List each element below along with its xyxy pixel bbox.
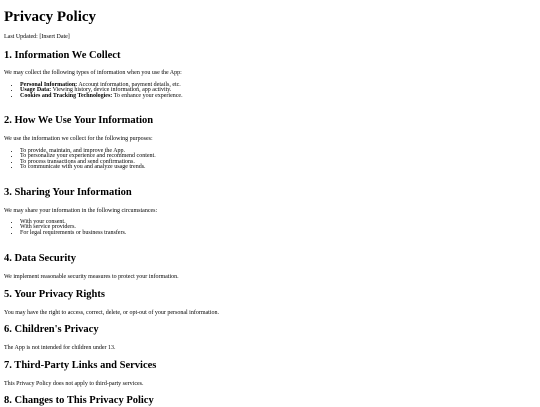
section-how-we-use (4, 115, 534, 170)
list-item (20, 94, 534, 99)
section-text: This Privacy Policy does not apply to third-party services. (4, 381, 144, 387)
section-data-security (4, 253, 534, 281)
section-heading: 5. Your Privacy Rights (4, 289, 105, 300)
section-information-we-collect (4, 50, 534, 99)
section-text: We may share your information in the following circumstances: (4, 208, 158, 214)
list-item: • For legal requirements or business transfers. (20, 231, 534, 236)
list-item: • With your consent. (20, 220, 534, 225)
list-item-label: Cookies and Tracking Technologies: (20, 92, 113, 99)
section-sharing (4, 187, 534, 236)
section-changes (4, 395, 534, 407)
bullet-list (4, 83, 534, 99)
section-heading: 3. Sharing Your Information (4, 187, 132, 198)
section-third-party (4, 360, 534, 388)
section-text: We use the information we collect for the following purposes: (4, 136, 153, 142)
section-heading: 6. Children's Privacy (4, 324, 99, 335)
section-text: We implement reasonable security measures to protect your information. (4, 274, 179, 280)
list-item: • To personalize your experience and recommend content. (20, 154, 534, 159)
list-item-label: Usage Data: (20, 87, 52, 94)
list-item: • To communicate with you and analyze usage trends. (20, 165, 534, 170)
section-heading: 2. How We Use Your Information (4, 115, 154, 126)
list-item-label: Personal Information: (20, 82, 78, 88)
list-item-text: To enhance your experience. (112, 92, 183, 99)
section-text: You may have the right to access, correct, delete, or opt-out of your personal information. (4, 310, 219, 316)
bullet-list (4, 220, 534, 236)
section-heading: 4. Data Security (4, 253, 77, 264)
section-text: We may collect the following types of information when you use the App: (4, 70, 182, 76)
list-item: • With service providers. (20, 225, 534, 230)
list-item-text: Viewing history, device information, app activity. (51, 87, 172, 94)
section-privacy-rights (4, 289, 534, 317)
section-childrens-privacy (4, 324, 534, 352)
list-item: • To process transactions and send confirmations. (20, 160, 534, 165)
last-updated-text: Last Updated: [Insert Date] (4, 34, 70, 40)
page-title: Privacy Policy (4, 9, 97, 25)
section-text: The App is not intended for children under 13. (4, 345, 116, 351)
section-heading: 8. Changes to This Privacy Policy (4, 395, 154, 406)
section-heading: 1. Information We Collect (4, 50, 121, 61)
section-heading: 7. Third-Party Links and Services (4, 360, 157, 371)
bullet-list (4, 149, 534, 170)
list-item-text: Account information, payment details, etc. (77, 82, 181, 88)
list-item: • To provide, maintain, and improve the App. (20, 149, 534, 154)
